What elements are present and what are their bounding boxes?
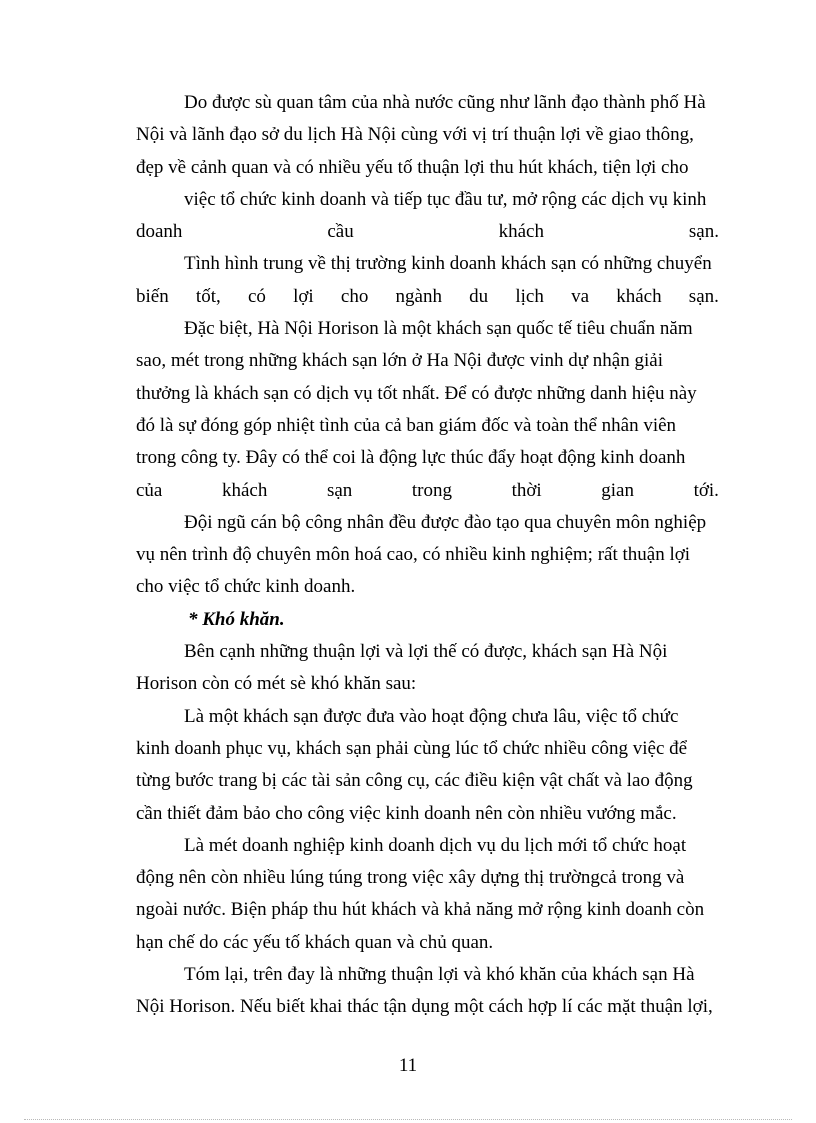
text-line: Tóm lại, trên đay là những thuận lợi và khó khăn của khách sạn Hà [184,964,695,986]
word: du [469,285,489,307]
text-line: Nội Horison. Nếu biết khai thác tận dụng một cách hợp lí các mặt thuận lợi, [136,996,713,1018]
paragraph-market-building [136,830,719,959]
word: khách [616,285,662,307]
word: sạn [326,479,353,501]
text-line [136,281,719,313]
paragraph-new-hotel [136,701,719,830]
text-line: đó là sự đóng góp nhiệt tình của cả ban giám đốc và toàn thể nhân viên [136,414,677,436]
text-line: động nên còn nhiều lúng túng trong việc xây dựng thị trườngcả trong và [136,867,685,889]
paragraph-summary [136,959,719,1024]
text-line: Đặc biệt, Hà Nội Horison là một khách sạn quốc tế tiêu chuẩn năm [184,318,693,340]
paragraph-advantages-intro [136,87,719,248]
footer-divider [24,1119,792,1120]
word: ngành [395,285,442,307]
word: va [571,285,590,307]
paragraph-difficulties-intro [136,636,719,701]
text-line: sao, mét trong những khách sạn lớn ở Ha Nội được vinh dự nhận giải [136,350,663,372]
word: tốt, [195,285,221,307]
word: cho [340,285,369,307]
text-line: Đội ngũ cán bộ công nhân đều được đào tạo qua chuyên môn nghiệp [184,511,707,533]
paragraph-market-situation [136,248,719,313]
text-line: vụ nên trình độ chuyên môn hoá cao, có nhiều kinh nghiệm; rất thuận lợi [136,544,691,566]
body-text [136,87,719,1024]
word: biến [136,285,169,307]
word: khách [498,221,544,243]
text-line: trong công ty. Đây có thể coi là động lực thúc đẩy hoạt động kinh doanh [136,447,686,469]
text-line: cho việc tổ chức kinh doanh. [136,576,356,598]
text-line: Bên cạnh những thuận lợi và lợi thế có được, khách sạn Hà Nội [184,641,668,663]
text-line: thưởng là khách sạn có dịch vụ tốt nhất. Để có được những danh hiệu này [136,382,697,404]
text-line: Là một khách sạn được đưa vào hoạt động chưa lâu, việc tổ chức [184,705,679,727]
word: gian [601,479,634,501]
text-line: đẹp về cảnh quan và có nhiều yếu tố thuận lợi thu hút khách, tiện lợi cho [136,156,689,178]
text-line: việc tổ chức kinh doanh và tiếp tục đầu tư, mở rộng các dịch vụ kinh [184,188,707,210]
text-line: Do được sù quan tâm của nhà nước cũng như lãnh đạo thành phố Hà [184,92,706,113]
text-line: hạn chế do các yếu tố khách quan và chủ quan. [136,931,494,953]
text-line: kinh doanh phục vụ, khách sạn phải cùng lúc tổ chức nhiều công việc để [136,737,688,759]
word: sạn. [688,221,719,243]
word: lợi [293,285,314,307]
page-number: 11 [398,1055,418,1076]
paragraph-hotel-award [136,313,719,507]
text-line: cần thiết đảm bảo cho công việc kinh doanh nên còn nhiều vướng mắc. [136,802,677,824]
word: của [136,479,163,501]
text-line: Là mét doanh nghiệp kinh doanh dịch vụ du lịch mới tổ chức hoạt [184,834,687,856]
word: có [247,285,266,307]
word: thời [511,479,542,501]
text-line: Nội và lãnh đạo sở du lịch Hà Nội cùng với vị trí thuận lợi về giao thông, [136,124,694,146]
word: sạn. [688,285,719,307]
word: cầu [327,221,354,243]
text-line: từng bước trang bị các tài sản công cụ, các điều kiện vật chất và lao động [136,770,693,792]
paragraph-staff [136,507,719,604]
word: trong [411,479,452,501]
text-line: ngoài nước. Biện pháp thu hút khách và khả năng mở rộng kinh doanh còn [136,899,705,921]
word: tới. [693,479,719,501]
section-heading-difficulties: * Khó khăn. [188,608,285,630]
text-line [136,216,719,248]
word: lịch [515,285,544,307]
word: doanh [136,221,183,243]
word: khách [221,479,268,501]
text-line: Tình hình trung về thị trường kinh doanh khách sạn có những chuyển [184,253,712,275]
text-line [136,475,719,507]
text-line: Horison còn có mét sè khó khăn sau: [136,673,417,695]
